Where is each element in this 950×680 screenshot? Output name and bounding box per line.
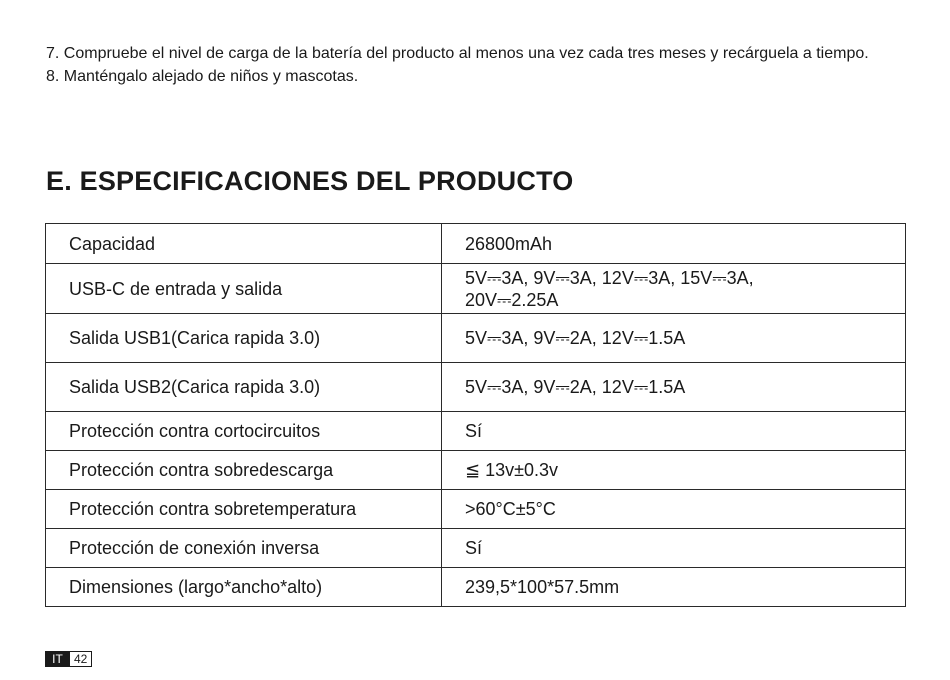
spec-label: USB-C de entrada y salida [46,264,442,314]
table-row [46,490,906,529]
language-badge: IT [45,651,70,667]
table-row [46,568,906,607]
spec-label: Protección de conexión inversa [46,529,442,568]
spec-value: 5V⎓3A, 9V⎓2A, 12V⎓1.5A [442,314,906,363]
spec-label: Protección contra cortocircuitos [46,412,442,451]
table-row [46,412,906,451]
table-row [46,314,906,363]
instruction-item-8: 8. Manténgalo alejado de niños y mascotas. [46,68,359,85]
spec-label: Protección contra sobretemperatura [46,490,442,529]
specifications-table [45,223,906,607]
page-number: 42 [70,651,92,667]
spec-label: Protección contra sobredescarga [46,451,442,490]
spec-value: Sí [442,529,906,568]
spec-value: 239,5*100*57.5mm [442,568,906,607]
spec-value-text: 5V⎓3A, 9V⎓3A, 12V⎓3A, 15V⎓3A, 20V⎓2.25A [465,267,754,310]
spec-value: Sí [442,412,906,451]
spec-label: Capacidad [46,224,442,264]
page-footer [45,651,92,667]
instruction-item-7: 7. Compruebe el nivel de carga de la batería del producto al menos una vez cada tres meses y recárguela a tiempo. [46,45,869,62]
spec-value: ≦ 13v±0.3v [442,451,906,490]
section-title: E. ESPECIFICACIONES DEL PRODUCTO [46,166,574,196]
table-row [46,224,906,264]
table-row [46,264,906,314]
spec-value: 5V⎓3A, 9V⎓2A, 12V⎓1.5A [442,363,906,412]
table-row [46,451,906,490]
spec-label: Salida USB1(Carica rapida 3.0) [46,314,442,363]
intro-text [46,42,916,88]
spec-value: >60°C±5°C [442,490,906,529]
spec-value: 26800mAh [442,224,906,264]
spec-label: Dimensiones (largo*ancho*alto) [46,568,442,607]
table-row [46,363,906,412]
spec-value [442,264,906,314]
table-row [46,529,906,568]
spec-label: Salida USB2(Carica rapida 3.0) [46,363,442,412]
